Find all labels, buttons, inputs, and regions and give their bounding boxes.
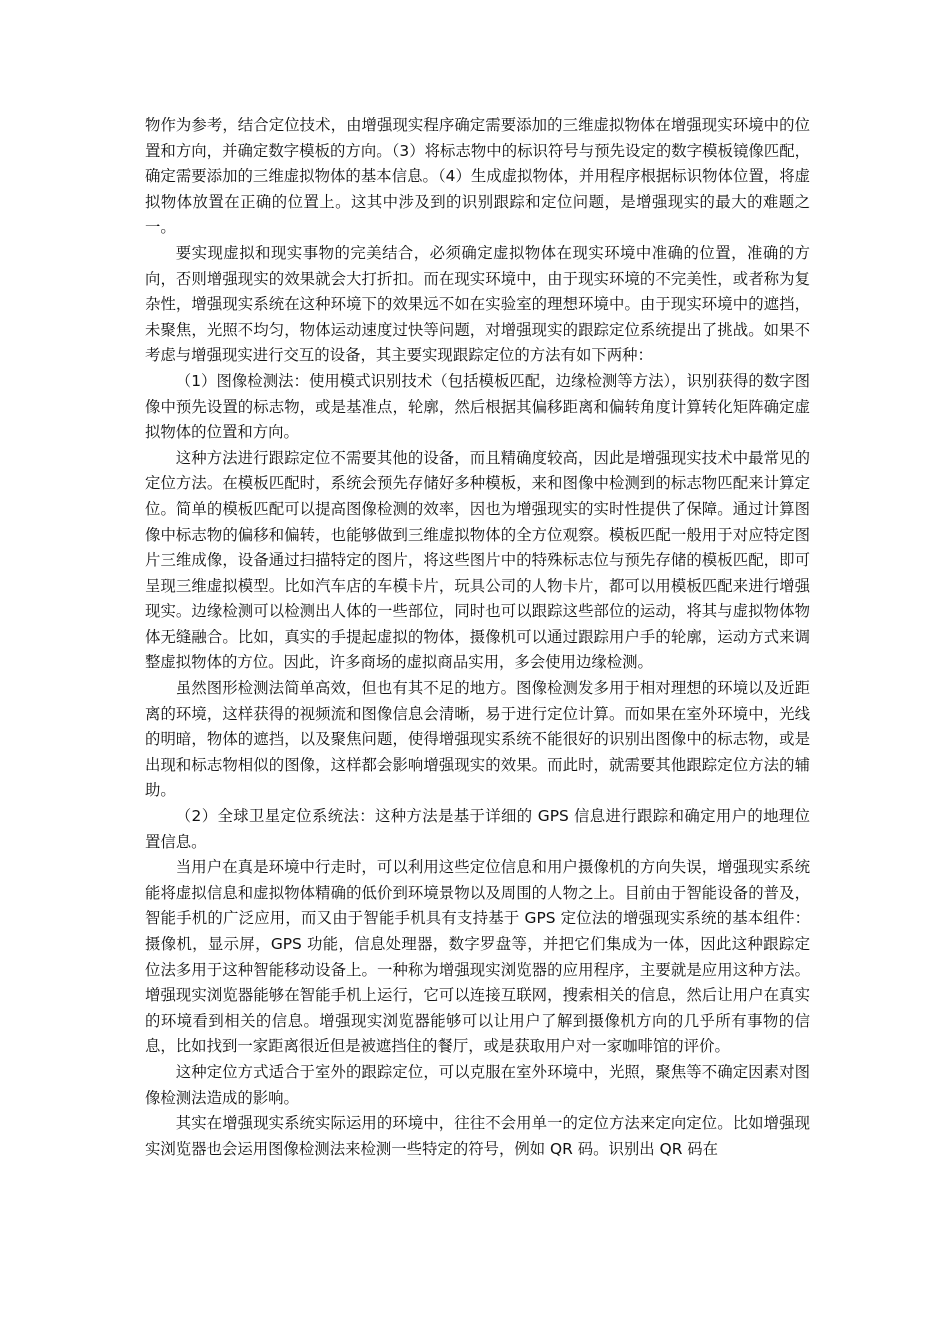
paragraph: 虽然图形检测法简单高效，但也有其不足的地方。图像检测发多用于相对理想的环境以及近距离的环境，这样获得的视频流和图像信息会清晰，易于进行定位计算。而如果在室外环境中，光线的明暗，物体的遮挡，以及聚焦问题，使得增强现实系统不能很好的识别出图像中的标志物，或是出现和标志物相似的图像，这样都会影响增强现实的效果。而此时，就需要其他跟踪定位方法的辅助。 — [145, 679, 810, 800]
paragraph: 其实在增强现实系统实际运用的环境中，往往不会用单一的定位方法来定向定位。比如增强现实浏览器也会运用图像检测法来检测一些特定的符号，例如 QR 码。识别出 QR 码在 — [145, 1114, 810, 1158]
paragraph: 要实现虚拟和现实事物的完美结合，必须确定虚拟物体在现实环境中准确的位置，准确的方向，否则增强现实的效果就会大打折扣。而在现实环境中，由于现实环境的不完美性，或者称为复杂性，增强现实系统在这种环境下的效果远不如在实验室的理想环境中。由于现实环境中的遮挡，未聚焦，光照不均匀，物体运动速度过快等问题，对增强现实的跟踪定位系统提出了挑战。如果不考虑与增强现实进行交互的设备，其主要实现跟踪定位的方法有如下两种： — [145, 243, 810, 365]
paragraph: 这种方法进行跟踪定位不需要其他的设备，而且精确度较高，因此是增强现实技术中最常见的定位方法。在模板匹配时，系统会预先存储好多种模板，来和图像中检测到的标志物匹配来计算定位。简单的模板匹配可以提高图像检测的效率，因也为增强现实的实时性提供了保障。通过计算图像中标志物的偏移和偏转，也能够做到三维虚拟物体的全方位观察。模板匹配一般用于对应特定图片三维成像，设备通过扫描特定的图片，将这些图片中的特殊标志位与预先存储的模板匹配，即可呈现三维虚拟模型。比如汽车店的车模卡片，玩具公司的人物卡片，都可以用模板匹配来进行增强现实。边缘检测可以检测出人体的一些部位，同时也可以跟踪这些部位的运动，将其与虚拟物体物体无缝融合。比如，真实的手提起虚拟的物体，摄像机可以通过跟踪用户手的轮廓，运动方式来调整虚拟物体的方位。因此，许多商场的虚拟商品实用，多会使用边缘检测。 — [145, 448, 810, 672]
paragraph: 这种定位方式适合于室外的跟踪定位，可以克服在室外环境中，光照，聚焦等不确定因素对图像检测法造成的影响。 — [145, 1062, 810, 1107]
paragraph-method-1: （1）图像检测法：使用模式识别技术（包括模板匹配，边缘检测等方法），识别获得的数字图像中预先设置的标志物，或是基准点，轮廓，然后根据其偏移距离和偏转角度计算转化矩阵确定虚拟物体的位置和方向。 — [145, 371, 810, 442]
paragraph-method-2: （2）全球卫星定位系统法：这种方法是基于详细的 GPS 信息进行跟踪和确定用户的地理位置信息。 — [145, 807, 810, 851]
paragraph: 当用户在真是环境中行走时，可以利用这些定位信息和用户摄像机的方向失误，增强现实系统能将虚拟信息和虚拟物体精确的低价到环境景物以及周围的人物之上。目前由于智能设备的普及，智能手机的广泛应用，而又由于智能手机具有支持基于 GPS 定位法的增强现实系统的基本组件：摄像机，显示屏，GPS 功能，信息处理器，数字罗盘等，并把它们集成为一体，因此这种跟踪定位法多用于这种智能移动设备上。一种称为增强现实浏览器的应用程序，主要就是应用这种方法。增强现实浏览器能够在智能手机上运行，它可以连接互联网，搜索相关的信息，然后让用户在真实的环境看到相关的信息。增强现实浏览器能够可以让用户了解到摄像机方向的几乎所有事物的信息，比如找到一家距离很近但是被遮挡住的餐厅，或是获取用户对一家咖啡馆的评价。 — [145, 858, 810, 1056]
paragraph-continuation: 物作为参考，结合定位技术，由增强现实程序确定需要添加的三维虚拟物体在增强现实环境中的位置和方向，并确定数字模板的方向。（3）将标志物中的标识符号与预先设定的数字模板镜像匹配，确定需要添加的三维虚拟物体的基本信息。（4）生成虚拟物体，并用程序根据标识物体位置，将虚拟物体放置在正确的位置上。这其中涉及到的识别跟踪和定位问题，是增强现实的最大的难题之一。 — [145, 116, 810, 237]
document-body — [145, 113, 810, 1162]
